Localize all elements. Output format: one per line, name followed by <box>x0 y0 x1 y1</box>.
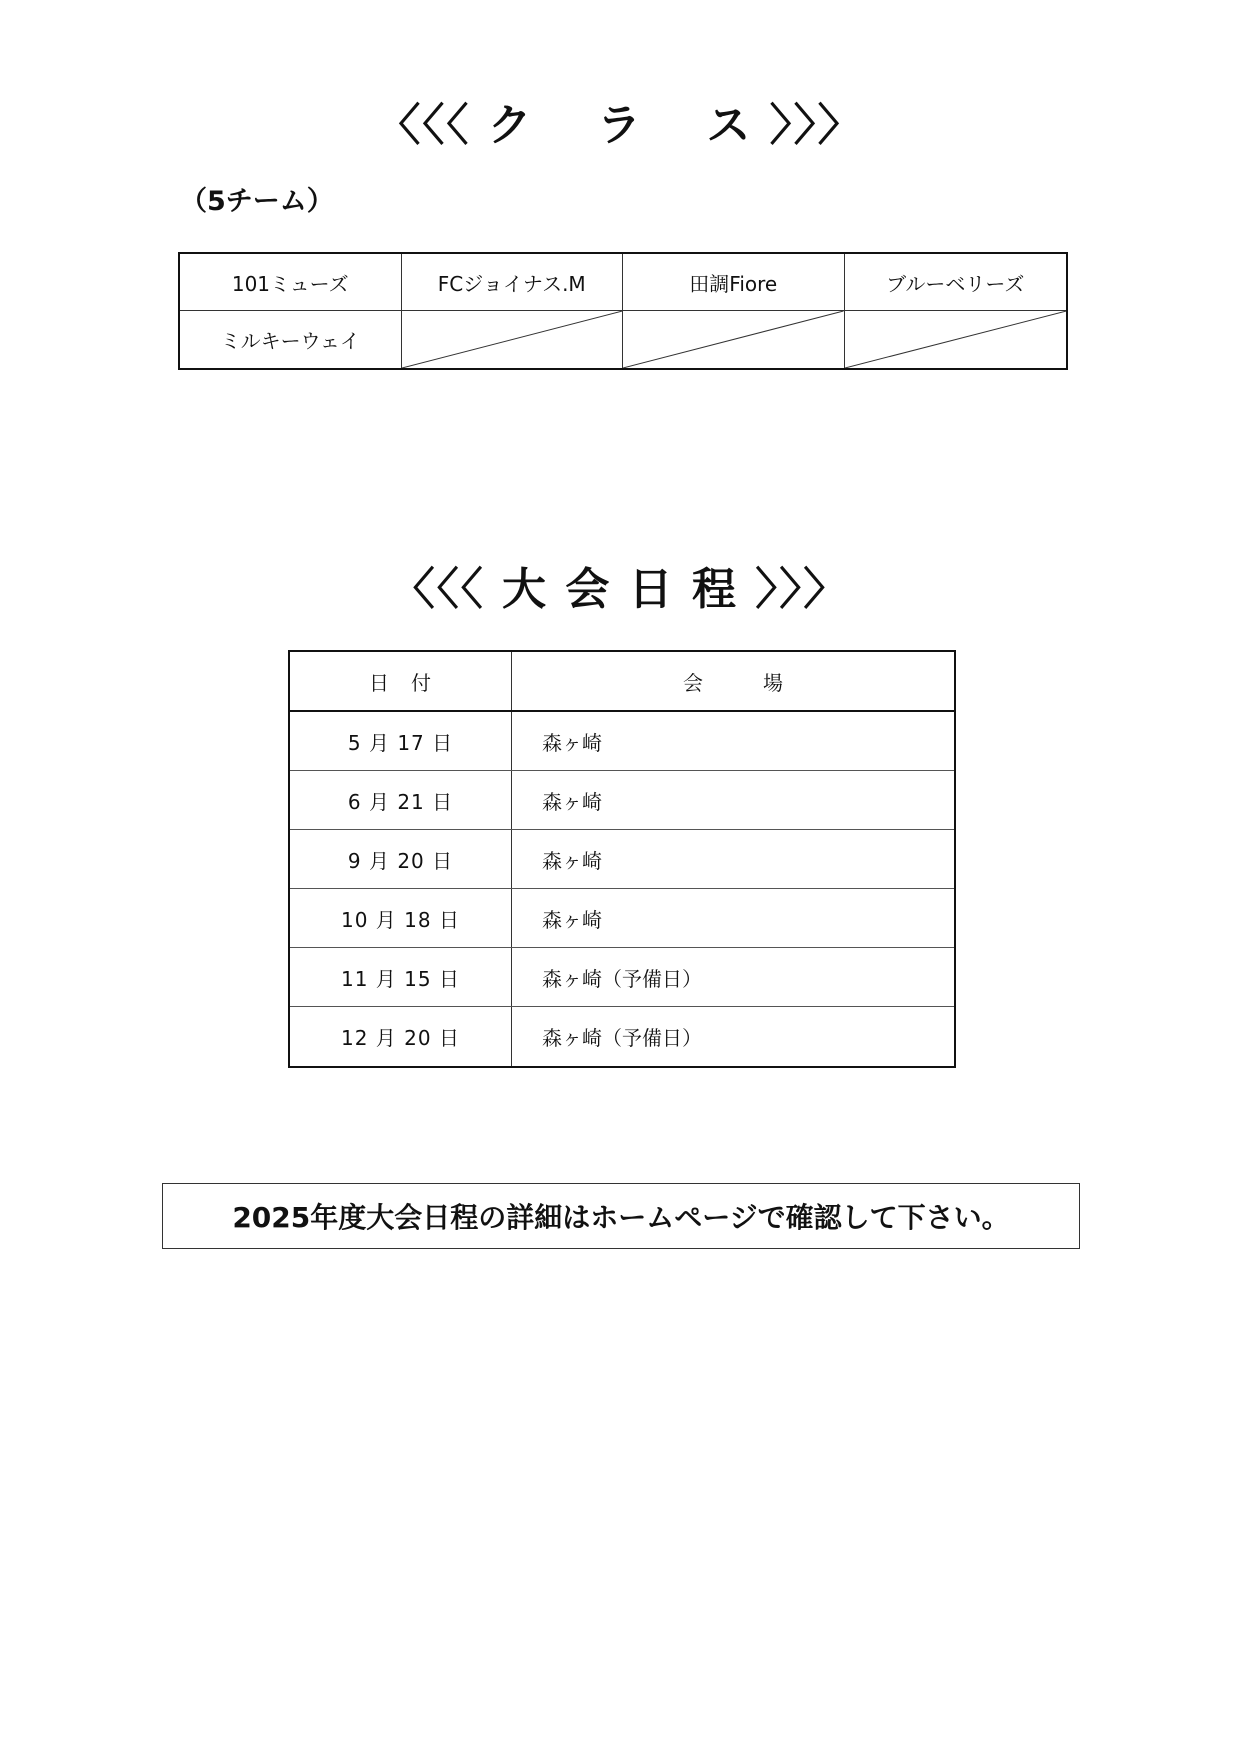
team-cell: ブルーベリーズ <box>845 254 1067 311</box>
schedule-venue: 森ヶ崎 <box>542 789 602 814</box>
class-table <box>178 252 1068 370</box>
empty-cell <box>623 311 845 368</box>
schedule-row <box>290 712 954 771</box>
venue-column-header: 会 場 <box>683 670 783 695</box>
schedule-venue: 森ヶ崎（予備日） <box>542 966 702 991</box>
schedule-venue: 森ヶ崎 <box>542 907 602 932</box>
empty-cell <box>402 311 624 368</box>
team-cell: 101ミューズ <box>180 254 402 311</box>
schedule-row <box>290 1007 954 1066</box>
schedule-venue: 森ヶ崎 <box>542 730 602 755</box>
team-cell: FCジョイナス.M <box>402 254 624 311</box>
schedule-row <box>290 948 954 1007</box>
schedule-row <box>290 830 954 889</box>
schedule-date: 9 月 20 日 <box>290 830 512 888</box>
schedule-date: 6 月 21 日 <box>290 771 512 829</box>
diagonal-slash <box>402 311 623 368</box>
schedule-table <box>288 650 956 1068</box>
schedule-date: 10 月 18 日 <box>290 889 512 947</box>
schedule-date: 12 月 20 日 <box>290 1007 512 1066</box>
diagonal-slash <box>845 311 1067 368</box>
date-column-header: 日 付 <box>290 652 512 710</box>
schedule-venue: 森ヶ崎（予備日） <box>542 1026 702 1050</box>
notice-box: 2025年度大会日程の詳細はホームページで確認して下さい。 <box>162 1183 1080 1249</box>
schedule-heading: 〈〈〈 大 会 日 程 〉〉〉 <box>390 564 850 615</box>
schedule-venue: 森ヶ崎 <box>542 848 602 873</box>
schedule-date: 11 月 15 日 <box>290 948 512 1006</box>
schedule-row <box>290 889 954 948</box>
schedule-date: 5 月 17 日 <box>290 712 512 770</box>
team-count: （5チーム） <box>180 186 334 217</box>
schedule-header-row <box>290 652 954 712</box>
team-cell: 田調Fiore <box>623 254 845 311</box>
diagonal-slash <box>623 311 844 368</box>
class-heading: 〈〈〈 ク ラ ス 〉〉〉 <box>376 100 864 151</box>
team-cell: ミルキーウェイ <box>180 311 402 368</box>
empty-cell <box>845 311 1067 368</box>
schedule-row <box>290 771 954 830</box>
